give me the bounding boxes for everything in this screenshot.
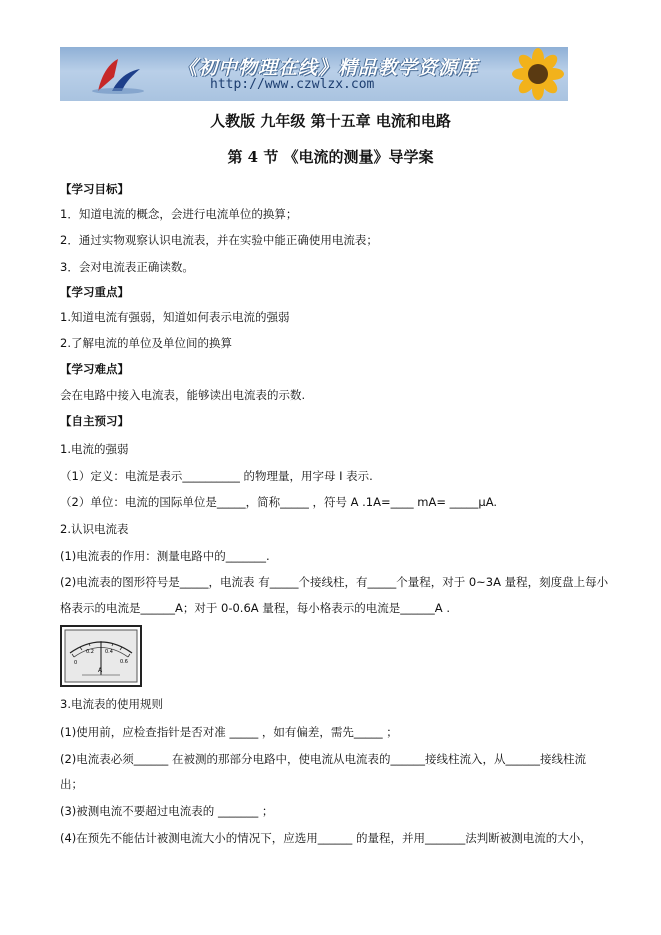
section-heading-goals: 【学习目标】 xyxy=(60,182,129,196)
text-line: 1．知道电流的概念，会进行电流单位的换算； xyxy=(60,207,298,221)
text-line: 1.电流的强弱 xyxy=(60,442,129,456)
section-heading-difficulties: 【学习难点】 xyxy=(60,362,129,376)
sunflower-icon xyxy=(504,47,564,101)
text-line: (1)使用前，应检查指针是否对准 _____ ，如有偏差，需先_____ ； xyxy=(60,725,398,739)
text-line: 2.了解电流的单位及单位间的换算 xyxy=(60,336,232,350)
text-line: (2)电流表必须______ 在被测的那部分电路中，使电流从电流表的______接线柱流入，从______接线柱流 xyxy=(60,752,586,766)
text-line: 1.知道电流有强弱，知道如何表示电流的强弱 xyxy=(60,310,290,324)
text-line: (2)电流表的图形符号是_____，电流表 有_____个接线柱，有_____个量程，对于 0~3A 量程，刻度盘上每小 xyxy=(60,575,609,589)
text-line: （1）定义：电流是表示__________ 的物理量，用字母 I 表示. xyxy=(60,469,373,483)
text-line: (1)电流表的作用：测量电路中的_______. xyxy=(60,549,270,563)
banner-url: http://www.czwlzx.com xyxy=(210,77,375,92)
text-line: 2．通过实物观察认识电流表，并在实验中能正确使用电流表； xyxy=(60,233,378,247)
text-line: 2.认识电流表 xyxy=(60,522,129,536)
text-line: (4)在预先不能估计被测电流大小的情况下，应选用______ 的量程，并用_______法判断被测电流的大小， xyxy=(60,831,592,845)
text-line: 会在电路中接入电流表，能够读出电流表的示数. xyxy=(60,388,306,402)
header-banner xyxy=(60,47,568,101)
tick-label: 0 xyxy=(74,660,78,666)
section-heading-preview: 【自主预习】 xyxy=(60,414,129,428)
text-line: （2）单位：电流的国际单位是_____，简称_____ ，符号 A .1A=____ mA= _____μA. xyxy=(60,495,498,509)
document-title: 人教版 九年级 第十五章 电流和电路 xyxy=(210,112,451,130)
unit-label: A xyxy=(98,667,103,674)
text-line: 3.电流表的使用规则 xyxy=(60,697,163,711)
tick-label: 0.2 xyxy=(86,649,94,655)
section-heading-key-points: 【学习重点】 xyxy=(60,285,129,299)
tick-label: 0.6 xyxy=(120,659,128,665)
ammeter-figure xyxy=(60,625,142,687)
banner-title: 《初中物理在线》精品教学资源库 xyxy=(178,57,479,79)
text-line: 格表示的电流是______A；对于 0-0.6A 量程，每小格表示的电流是______A . xyxy=(60,601,450,615)
text-line: (3)被测电流不要超过电流表的 _______ ； xyxy=(60,804,274,818)
text-line: 3．会对电流表正确读数。 xyxy=(60,260,194,274)
tick-label: 0.4 xyxy=(105,649,113,655)
logo-icon xyxy=(88,53,148,95)
document-subtitle: 第 4 节 《电流的测量》导学案 xyxy=(227,148,434,166)
text-line: 出； xyxy=(60,777,83,791)
